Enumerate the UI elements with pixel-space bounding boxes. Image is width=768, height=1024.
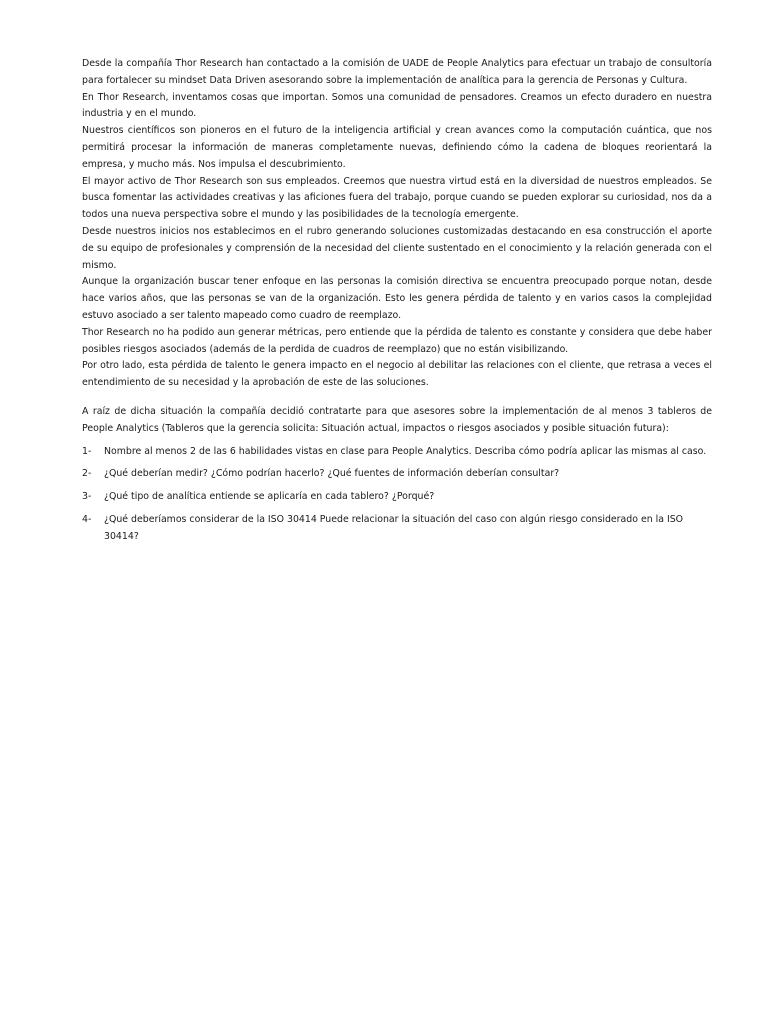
paragraph-business-impact: Por otro lado, esta pérdida de talento le genera impacto en el negocio al debilitar las relaciones con el cliente, que retrasa a veces el entendimiento de su necesidad y la aprobación de este de las soluciones. xyxy=(82,360,712,389)
question-text: ¿Qué deberíamos considerar de la ISO 30414 Puede relacionar la situación del caso con algún riesgo considerado en la ISO 30414? xyxy=(104,513,684,542)
question-text: Nombre al menos 2 de las 6 habilidades vistas en clase para People Analytics. Describa cómo podría aplicar las mismas al caso. xyxy=(104,445,707,457)
list-item xyxy=(82,512,712,546)
document-page xyxy=(82,56,712,546)
question-text: ¿Qué tipo de analítica entiende se aplicaría en cada tablero? ¿Porqué? xyxy=(104,491,435,503)
paragraph-origins: Desde nuestros inicios nos establecimos en el rubro generando soluciones customizadas destacando en esa construcción el aporte de su equipo de profesionales y comprensión de la necesidad del cliente sustentado en el conocimiento y la relación generada con el mismo. xyxy=(82,225,712,271)
question-number: 3- xyxy=(82,491,92,503)
paragraph-engagement: Desde la compañía Thor Research han contactado a la comisión de UADE de People Analytics para efectuar un trabajo de consultoría para fortalecer su mindset Data Driven asesorando sobre la implementación de analítica para la gerencia de Personas y Cultura. xyxy=(82,58,712,86)
question-number: 4- xyxy=(82,513,92,525)
section-spacer xyxy=(82,392,712,404)
paragraph-scientists: Nuestros científicos son pioneros en el futuro de la inteligencia artificial y crean avances como la computación cuántica, que nos permitirá procesar la información de maneras completamente nuevas, definiendo cómo la cadena de bloques reorientará la empresa, y mucho más. Nos impulsa el descubrimiento. xyxy=(82,125,712,170)
paragraph-employees: El mayor activo de Thor Research son sus empleados. Creemos que nuestra virtud está en la diversidad de nuestros empleados. Se busca fomentar las actividades creativas y las aficiones fuera del trabajo, porque cuando se pueden explorar su curiosidad, nos da a todos una nueva perspectiva sobre el mundo y las posibilidades de la tecnología emergente. xyxy=(82,175,712,221)
question-number: 1- xyxy=(82,445,92,457)
question-number: 2- xyxy=(82,468,92,480)
paragraph-company-intro: En Thor Research, inventamos cosas que importan. Somos una comunidad de pensadores. Creamos un efecto duradero en nuestra industria y en el mundo. xyxy=(82,91,712,120)
question-intro: A raíz de dicha situación la compañía decidió contratarte para que asesores sobre la implementación de al menos 3 tableros de People Analytics (Tableros que la gerencia solicita: Situación actual, impactos o riesgos asociados y posible situación futura): xyxy=(82,405,712,434)
question-text: ¿Qué deberían medir? ¿Cómo podrían hacerlo? ¿Qué fuentes de información deberían consultar? xyxy=(104,468,560,480)
paragraph-attrition: Aunque la organización buscar tener enfoque en las personas la comisión directiva se encuentra preocupado porque notan, desde hace varios años, que las personas se van de la organización. Esto les genera pérdida de talento y en varios casos la complejidad estuvo asociado a ser talento mapeado como cuadro de reemplazo. xyxy=(82,276,712,321)
list-item xyxy=(82,489,712,506)
question-list xyxy=(82,444,712,546)
paragraph-metrics: Thor Research no ha podido aun generar métricas, pero entiende que la pérdida de talento es constante y considera que debe haber posibles riesgos asociados (además de la perdida de cuadros de reemplazo) que no están visibilizando. xyxy=(82,326,712,355)
list-item xyxy=(82,444,712,461)
list-item xyxy=(82,466,712,483)
